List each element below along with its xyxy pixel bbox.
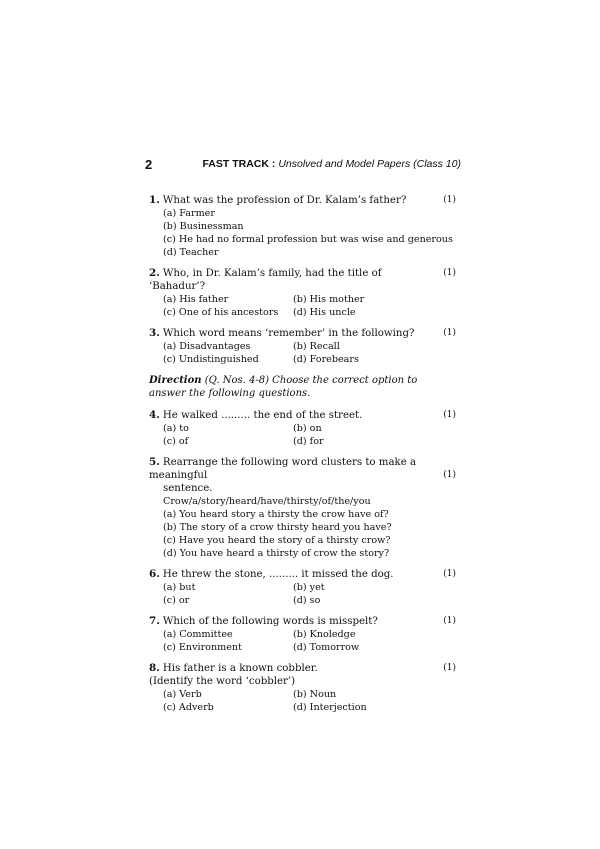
- option-a: (a) but: [163, 582, 196, 593]
- question-text: His father is a known cobbler.: [162, 663, 318, 674]
- option-b: (b) yet: [293, 582, 325, 593]
- marks-label: (1): [443, 616, 456, 626]
- option-d: (d) Teacher: [163, 247, 219, 258]
- option-a: (a) Disadvantages: [163, 341, 251, 352]
- option-b: (b) His mother: [293, 294, 365, 305]
- option-d: (d) Forebears: [293, 354, 359, 365]
- question-7: [149, 615, 456, 654]
- option-c: (c) He had no formal profession but was wise and generous: [163, 234, 453, 245]
- option-a: (a) Verb: [163, 689, 202, 700]
- option-d: (d) His uncle: [293, 307, 356, 318]
- marks-label: (1): [443, 569, 456, 579]
- question-number: 6.: [149, 568, 160, 580]
- question-instruction: (Identify the word ‘cobbler’): [149, 676, 296, 687]
- option-d: (d) for: [293, 436, 324, 447]
- question-text: Which word means ‘remember’ in the following?: [162, 328, 415, 339]
- question-text: Who, in Dr. Kalam’s family, had the title of ‘Bahadur’?: [149, 268, 382, 292]
- option-b: (b) on: [293, 423, 322, 434]
- question-1: [149, 194, 456, 259]
- question-number: 2.: [149, 267, 160, 279]
- option-a: (a) to: [163, 423, 189, 434]
- book-title: [202, 158, 461, 170]
- question-number: 8.: [149, 662, 160, 674]
- option-b: (b) Businessman: [163, 221, 244, 232]
- option-b: (b) Recall: [293, 341, 340, 352]
- direction-range: (Q. Nos. 4-8): [204, 375, 269, 386]
- word-clusters: Crow/a/story/heard/have/thirsty/of/the/you: [163, 496, 371, 507]
- option-b: (b) The story of a crow thirsty heard you have?: [163, 522, 392, 533]
- option-a: (a) Committee: [163, 629, 233, 640]
- question-6: [149, 568, 456, 607]
- marks-label: (1): [443, 268, 456, 278]
- question-list: [149, 194, 456, 722]
- question-text: What was the profession of Dr. Kalam’s father?: [162, 195, 407, 206]
- option-a: (a) His father: [163, 294, 229, 305]
- option-b: (b) Knoledge: [293, 629, 356, 640]
- marks-label: (1): [443, 410, 456, 420]
- question-text: He threw the stone, ......... it missed the dog.: [162, 569, 394, 580]
- question-8: [149, 662, 456, 714]
- marks-label: (1): [443, 663, 456, 673]
- direction-text: Choose the correct option to answer the following questions.: [149, 375, 418, 399]
- page-number: 2: [145, 157, 153, 172]
- book-subtitle: Unsolved and Model Papers (Class 10): [278, 158, 461, 170]
- question-number: 7.: [149, 615, 160, 627]
- option-c: (c) of: [163, 436, 189, 447]
- question-number: 5.: [149, 456, 160, 468]
- option-a: (a) You heard story a thirsty the crow have of?: [163, 509, 389, 520]
- question-number: 3.: [149, 327, 160, 339]
- question-5: [149, 456, 456, 560]
- option-d: (d) so: [293, 595, 321, 606]
- option-d: (d) You have heard a thirsty of crow the story?: [163, 548, 390, 559]
- option-c: (c) or: [163, 595, 190, 606]
- question-text: Rearrange the following word clusters to make a meaningful: [149, 457, 417, 481]
- option-b: (b) Noun: [293, 689, 337, 700]
- question-text: Which of the following words is misspelt?: [162, 616, 378, 627]
- question-number: 4.: [149, 409, 160, 421]
- option-c: (c) One of his ancestors: [163, 307, 279, 318]
- brand-name: FAST TRACK :: [202, 158, 276, 170]
- question-text: He walked ......... the end of the street.: [162, 410, 363, 421]
- question-2: [149, 267, 456, 319]
- marks-label: (1): [443, 470, 456, 480]
- marks-label: (1): [443, 328, 456, 338]
- option-c: (c) Environment: [163, 642, 242, 653]
- direction-note: [149, 374, 456, 400]
- option-c: (c) Have you heard the story of a thirsty crow?: [163, 535, 391, 546]
- option-a: (a) Farmer: [163, 208, 215, 219]
- marks-label: (1): [443, 195, 456, 205]
- question-4: [149, 409, 456, 448]
- question-text-continued: sentence.: [163, 483, 213, 494]
- option-d: (d) Tomorrow: [293, 642, 360, 653]
- option-c: (c) Undistinguished: [163, 354, 259, 365]
- option-d: (d) Interjection: [293, 702, 367, 713]
- direction-label: Direction: [149, 375, 202, 386]
- question-3: [149, 327, 456, 366]
- option-c: (c) Adverb: [163, 702, 214, 713]
- question-number: 1.: [149, 194, 160, 206]
- running-header: [145, 157, 461, 173]
